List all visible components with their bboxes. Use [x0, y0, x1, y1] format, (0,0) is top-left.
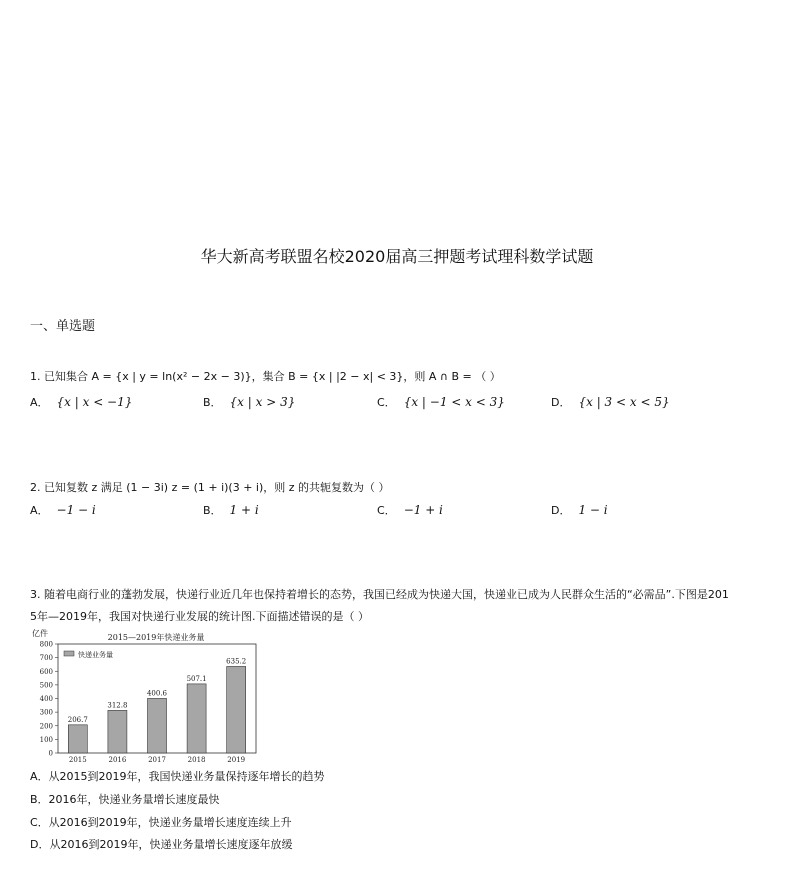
data-label: 507.1 — [186, 674, 207, 683]
option-value: 1 − i — [578, 503, 608, 517]
option-value: {x | x > 3} — [229, 395, 296, 409]
chart-y-axis-label: 亿件 — [32, 629, 48, 638]
y-tick-label: 100 — [39, 735, 53, 744]
option-letter: A． — [30, 504, 49, 517]
data-label: 635.2 — [226, 657, 247, 666]
question-3-option-a: A．从2015到2019年，我国快递业务量保持逐年增长的趋势 — [30, 770, 325, 783]
bar — [68, 725, 87, 753]
option-value: −1 + i — [403, 503, 443, 517]
x-tick-label: 2017 — [148, 756, 166, 764]
data-label: 312.8 — [107, 701, 128, 710]
x-tick-label: 2018 — [187, 756, 206, 764]
question-2-stem: 2. 已知复数 z 满足 (1 − 3i) z = (1 + i)(3 + i)，则 z 的共轭复数为（ ） — [30, 481, 390, 494]
question-1-option-b — [203, 394, 295, 410]
bar-chart — [26, 626, 262, 766]
data-label: 206.7 — [67, 715, 88, 724]
option-value: {x | −1 < x < 3} — [403, 395, 505, 409]
question-1-option-c — [377, 394, 505, 410]
option-letter: C． — [377, 504, 396, 517]
option-letter: D． — [551, 396, 571, 409]
question-2-option-a — [30, 502, 96, 518]
question-1-stem: 1. 已知集合 A = {x | y = ln(x² − 2x − 3)}，集合 B = {x | |2 − x| < 3}，则 A ∩ B = （ ） — [30, 370, 501, 383]
bar — [187, 684, 206, 753]
option-value: 1 + i — [229, 503, 259, 517]
bar — [148, 698, 167, 753]
question-3-option-d: D．从2016到2019年，快递业务量增长速度逐年放缓 — [30, 838, 293, 851]
option-letter: A． — [30, 396, 49, 409]
y-tick-label: 800 — [39, 640, 53, 649]
chart-title: 2015—2019年快递业务量 — [107, 633, 205, 642]
data-label: 400.6 — [146, 689, 168, 698]
y-tick-label: 300 — [39, 708, 53, 717]
section-heading: 一、单选题 — [30, 319, 96, 334]
x-tick-label: 2016 — [108, 756, 127, 764]
x-tick-label: 2019 — [227, 756, 246, 764]
option-letter: C． — [377, 396, 396, 409]
y-tick-label: 600 — [39, 667, 53, 676]
question-1-option-a — [30, 394, 132, 410]
option-letter: B． — [203, 504, 222, 517]
question-2-option-d — [551, 502, 608, 518]
y-tick-label: 500 — [39, 681, 53, 690]
y-tick-label: 200 — [39, 722, 53, 731]
y-tick-label: 700 — [39, 654, 53, 663]
question-2-option-b — [203, 502, 259, 518]
x-tick-label: 2015 — [68, 756, 87, 764]
bar — [227, 666, 246, 753]
y-tick-label: 0 — [48, 749, 53, 758]
option-value: {x | 3 < x < 5} — [578, 395, 670, 409]
option-value: {x | x < −1} — [56, 395, 133, 409]
legend-label: 快递业务量 — [78, 651, 113, 659]
option-value: −1 − i — [56, 503, 96, 517]
question-3-stem-line-1: 3. 随着电商行业的蓬勃发展，快递行业近几年也保持着增长的态势，我国已经成为快递大国，快递业已成为人民群众生活的“必需品”.下图是201 — [30, 588, 729, 601]
option-letter: B． — [203, 396, 222, 409]
question-3-stem-line-2: 5年—2019年，我国对快递行业发展的统计图.下面描述错误的是（ ） — [30, 610, 369, 623]
bar — [108, 710, 127, 753]
question-1-option-d — [551, 394, 670, 410]
question-2-option-c — [377, 502, 443, 518]
legend-swatch — [64, 651, 74, 656]
document-title: 华大新高考联盟名校2020届高三押题考试理科数学试题 — [200, 247, 594, 266]
option-letter: D． — [551, 504, 571, 517]
y-tick-label: 400 — [39, 695, 53, 703]
question-3-option-b: B．2016年，快递业务量增长速度最快 — [30, 793, 220, 806]
question-3-option-c: C．从2016到2019年，快递业务量增长速度连续上升 — [30, 816, 292, 829]
